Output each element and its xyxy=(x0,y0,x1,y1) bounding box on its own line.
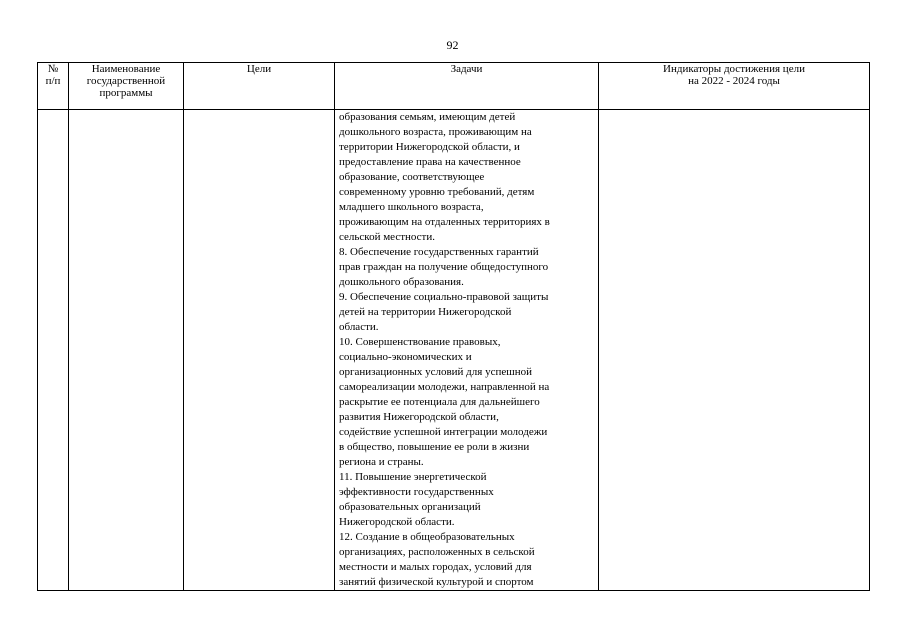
task-line: детей на территории Нижегородской xyxy=(339,306,512,318)
task-line: самореализации молодежи, направленной на xyxy=(339,381,550,393)
cell-goals xyxy=(184,110,335,591)
task-line: региона и страны. xyxy=(339,456,424,468)
task-line: 12. Создание в общеобразовательных xyxy=(339,531,515,543)
task-line: занятий физической культурой и спортом xyxy=(339,576,534,588)
task-line: прав граждан на получение общедоступного xyxy=(339,261,549,273)
tasks-text xyxy=(335,110,598,590)
cell-indicators xyxy=(599,110,870,591)
task-line: дошкольного образования. xyxy=(339,276,464,288)
cell-program-name xyxy=(69,110,184,591)
task-line: современному уровню требований, детям xyxy=(339,186,535,198)
cell-number xyxy=(38,110,69,591)
task-line: сельской местности. xyxy=(339,231,436,243)
header-tasks-line: Задачи xyxy=(450,63,483,75)
task-line: эффективности государственных xyxy=(339,486,494,498)
table-header-row xyxy=(38,63,870,110)
task-line: младшего школьного возраста, xyxy=(339,201,484,213)
task-line: образование, соответствующее xyxy=(339,171,485,183)
task-line: территории Нижегородской области, и xyxy=(339,141,520,153)
task-line: развития Нижегородской области, xyxy=(339,411,499,423)
task-line: раскрытие ее потенциала для дальнейшего xyxy=(339,396,540,408)
task-line: организациях, расположенных в сельской xyxy=(339,546,535,558)
task-line: 9. Обеспечение социально-правовой защиты xyxy=(339,291,549,303)
header-number-line: № xyxy=(47,63,59,75)
cell-tasks xyxy=(335,110,599,591)
task-line: 11. Повышение энергетической xyxy=(339,471,487,483)
task-line: области. xyxy=(339,321,379,333)
task-line: в общество, повышение ее роли в жизни xyxy=(339,441,530,453)
header-program-line: Наименование xyxy=(91,63,161,75)
task-line: содействие успешной интеграции молодежи xyxy=(339,426,548,438)
header-program-line: программы xyxy=(99,87,153,99)
header-tasks xyxy=(335,63,599,110)
task-line: организационных условий для успешной xyxy=(339,366,532,378)
task-line: 10. Совершенствование правовых, xyxy=(339,336,501,348)
page-number: 92 xyxy=(446,38,459,52)
header-indicators-line: на 2022 - 2024 годы xyxy=(688,75,780,87)
header-program-line: государственной xyxy=(86,75,166,87)
header-goals-line: Цели xyxy=(246,63,272,75)
header-indicators xyxy=(599,63,870,110)
header-program-name xyxy=(69,63,184,110)
table-row xyxy=(38,110,870,591)
task-line: 8. Обеспечение государственных гарантий xyxy=(339,246,539,258)
task-line: образовательных организаций xyxy=(339,501,481,513)
task-line: Нижегородской области. xyxy=(339,516,455,528)
task-line: проживающим на отдаленных территориях в xyxy=(339,216,550,228)
task-line: социально-экономических и xyxy=(339,351,472,363)
program-table xyxy=(37,62,870,591)
task-line: предоставление права на качественное xyxy=(339,156,521,168)
header-goals xyxy=(184,63,335,110)
header-indicators-line: Индикаторы достижения цели xyxy=(663,63,805,75)
task-line: дошкольного возраста, проживающим на xyxy=(339,126,532,138)
task-line: образования семьям, имеющим детей xyxy=(339,111,516,123)
task-line: местности и малых городах, условий для xyxy=(339,561,532,573)
header-number xyxy=(38,63,69,110)
header-number-line: п/п xyxy=(45,75,61,87)
